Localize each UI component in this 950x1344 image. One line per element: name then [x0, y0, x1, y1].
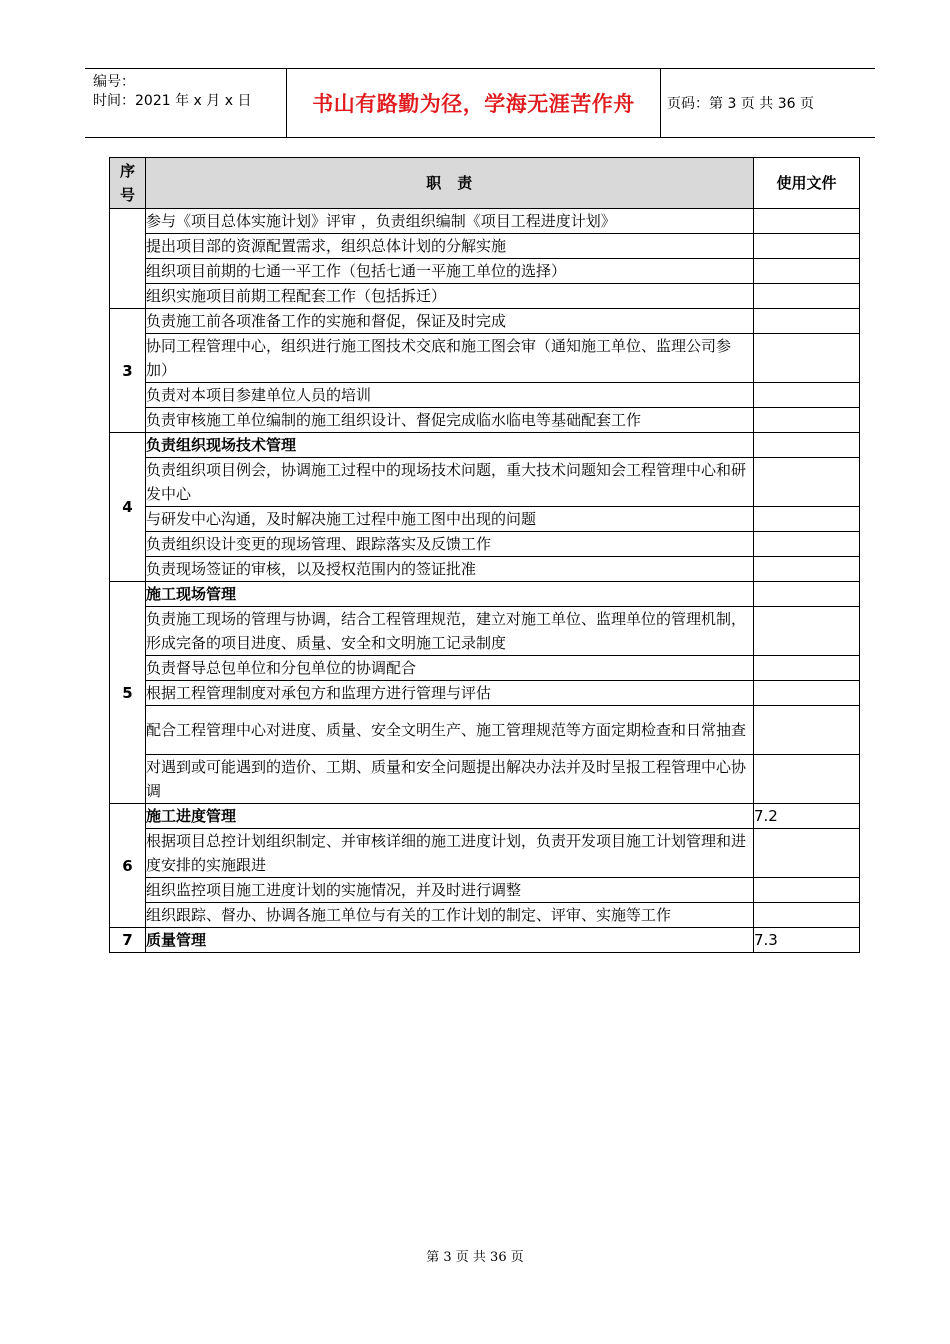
header-motto-cell [286, 69, 661, 137]
table-row [110, 607, 860, 656]
row-duty-text: 对遇到或可能遇到的造价、工期、质量和安全问题提出解决办法并及时呈报工程管理中心协调 [146, 755, 754, 804]
row-duty-text: 提出项目部的资源配置需求，组织总体计划的分解实施 [146, 234, 754, 259]
row-duty-text: 组织跟踪、督办、协调各施工单位与有关的工作计划的制定、评审、实施等工作 [146, 903, 754, 928]
row-doc [754, 829, 860, 878]
table-row [110, 656, 860, 681]
row-doc [754, 458, 860, 507]
table-row [110, 507, 860, 532]
header-duty: 职 责 [146, 158, 754, 209]
row-duty-text: 负责督导总包单位和分包单位的协调配合 [146, 656, 754, 681]
row-duty-text: 负责现场签证的审核，以及授权范围内的签证批准 [146, 557, 754, 582]
row-doc [754, 755, 860, 804]
header-motto: 书山有路勤为径，学海无涯苦作舟 [312, 92, 635, 116]
table-row [110, 706, 860, 755]
row-doc [754, 557, 860, 582]
document-time: 时间：2021 年 x 月 x 日 [93, 93, 252, 109]
row-duty-text: 协同工程管理中心，组织进行施工图技术交底和施工图会审（通知施工单位、监理公司参加） [146, 334, 754, 383]
header-doc: 使用文件 [754, 158, 860, 209]
row-seq: 4 [110, 433, 146, 582]
header-page-code: 页码：第 3 页 共 36 页 [667, 96, 814, 112]
row-duty-text: 根据项目总控计划组织制定、并审核详细的施工进度计划，负责开发项目施工计划管理和进度安排的实施跟进 [146, 829, 754, 878]
document-number-label: 编号： [93, 74, 135, 90]
table-row [110, 408, 860, 433]
row-duty-text: 负责审核施工单位编制的施工组织设计、督促完成临水临电等基础配套工作 [146, 408, 754, 433]
row-duty-text: 负责组织项目例会，协调施工过程中的现场技术问题，重大技术问题知会工程管理中心和研发中心 [146, 458, 754, 507]
page-footer: 第 3 页 共 36 页 [426, 1250, 524, 1265]
row-duty-text: 负责对本项目参建单位人员的培训 [146, 383, 754, 408]
table-row [110, 829, 860, 878]
row-doc [754, 507, 860, 532]
row-doc [754, 383, 860, 408]
row-duty-text: 施工现场管理 [146, 582, 754, 607]
row-duty-text: 组织监控项目施工进度计划的实施情况，并及时进行调整 [146, 878, 754, 903]
row-doc [754, 656, 860, 681]
table-row [110, 284, 860, 309]
row-seq: 3 [110, 309, 146, 433]
table-row [110, 532, 860, 557]
row-duty-text: 施工进度管理 [146, 804, 754, 829]
row-duty-text: 负责施工前各项准备工作的实施和督促，保证及时完成 [146, 309, 754, 334]
row-doc [754, 334, 860, 383]
row-doc [754, 903, 860, 928]
row-doc [754, 878, 860, 903]
row-seq: 5 [110, 582, 146, 804]
table-row [110, 458, 860, 507]
row-doc [754, 706, 860, 755]
table-row [110, 383, 860, 408]
row-doc: 7.2 [754, 804, 860, 829]
table-row [110, 209, 860, 234]
row-duty-text: 质量管理 [146, 928, 754, 953]
header-meta [85, 69, 285, 137]
table-row [110, 681, 860, 706]
row-duty-text: 根据工程管理制度对承包方和监理方进行管理与评估 [146, 681, 754, 706]
header-seq-label: 序 号 [119, 162, 135, 204]
row-doc [754, 259, 860, 284]
table-row [110, 928, 860, 953]
table-row [110, 334, 860, 383]
row-doc [754, 607, 860, 656]
table-row [110, 234, 860, 259]
row-doc [754, 582, 860, 607]
row-duty-text: 参与《项目总体实施计划》评审 ，负责组织编制《项目工程进度计划》 [146, 209, 754, 234]
table-row [110, 433, 860, 458]
row-doc [754, 284, 860, 309]
row-seq [110, 209, 146, 309]
row-doc [754, 681, 860, 706]
document-header [85, 68, 875, 138]
row-seq: 6 [110, 804, 146, 928]
row-doc [754, 408, 860, 433]
table-row [110, 557, 860, 582]
row-duty-text: 与研发中心沟通，及时解决施工过程中施工图中出现的问题 [146, 507, 754, 532]
row-duty-text: 负责组织现场技术管理 [146, 433, 754, 458]
table-row [110, 878, 860, 903]
table-row [110, 903, 860, 928]
row-doc [754, 309, 860, 334]
table-row [110, 582, 860, 607]
table-row [110, 259, 860, 284]
row-duty-text: 负责组织设计变更的现场管理、跟踪落实及反馈工作 [146, 532, 754, 557]
row-doc [754, 433, 860, 458]
table-header-row [110, 158, 860, 209]
duty-table [109, 157, 860, 953]
table-row [110, 804, 860, 829]
row-duty-text: 配合工程管理中心对进度、质量、安全文明生产、施工管理规范等方面定期检查和日常抽查 [146, 706, 754, 755]
header-seq [110, 158, 146, 209]
row-seq: 7 [110, 928, 146, 953]
table-row [110, 755, 860, 804]
row-doc [754, 234, 860, 259]
table-row [110, 309, 860, 334]
row-doc [754, 532, 860, 557]
row-duty-text: 组织项目前期的七通一平工作（包括七通一平施工单位的选择） [146, 259, 754, 284]
row-duty-text: 组织实施项目前期工程配套工作（包括拆迁） [146, 284, 754, 309]
row-doc: 7.3 [754, 928, 860, 953]
row-doc [754, 209, 860, 234]
row-duty-text: 负责施工现场的管理与协调，结合工程管理规范，建立对施工单位、监理单位的管理机制，形成完备的项目进度、质量、安全和文明施工记录制度 [146, 607, 754, 656]
